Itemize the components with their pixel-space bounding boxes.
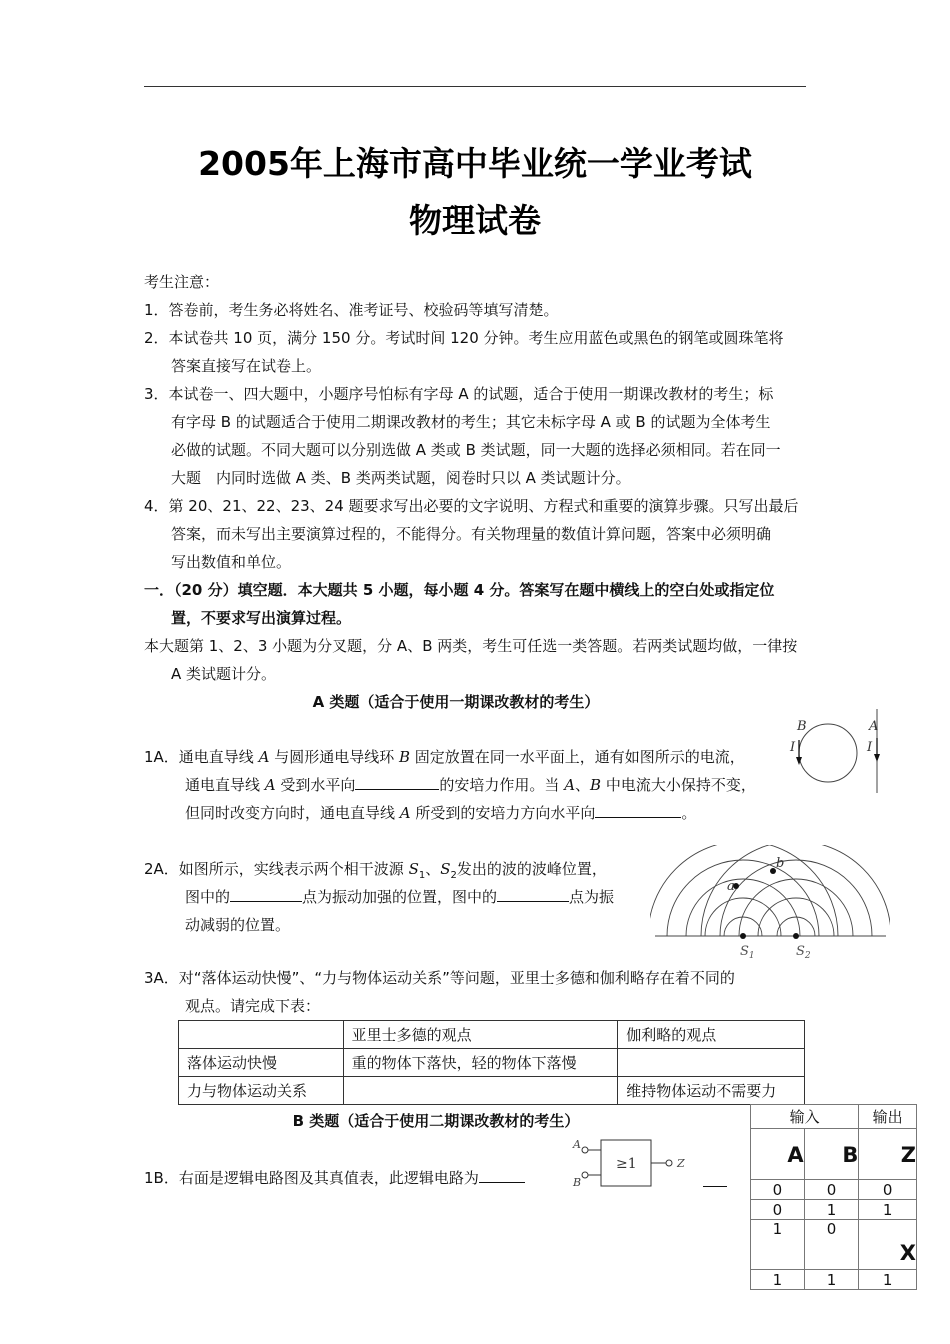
- notice-item-3: 3．本试卷一、四大题中，小题序号怕标有字母 A 的试题，适合于使用一期课改教材的考生；标: [144, 385, 774, 403]
- label-I: I: [867, 740, 873, 755]
- text: 。: [681, 804, 697, 822]
- truth-row: [751, 1180, 917, 1200]
- truth-cell: 1: [859, 1200, 917, 1220]
- notice-item-3-cont: 必做的试题。不同大题可以分别选做 A 类或 B 类试题，同一大题的选择必须相同。若在同一: [171, 441, 781, 459]
- group-input: 输入: [751, 1105, 859, 1129]
- table-cell: 重的物体下落快，轻的物体下落慢: [343, 1049, 618, 1077]
- truth-cell: 0: [751, 1200, 805, 1220]
- label-B: B: [797, 719, 807, 734]
- text: 图中的: [185, 888, 231, 906]
- a-category-heading: A 类题（适合于使用一期课改教材的考生）: [312, 693, 600, 711]
- page-subtitle: 物理试卷: [409, 201, 541, 240]
- truth-cell: 1: [859, 1270, 917, 1290]
- label-I: I: [790, 740, 796, 755]
- q2a-line2: [185, 883, 614, 911]
- text: 通电直导线: [185, 776, 265, 794]
- notice-item-1: 1．答卷前，考生务必将姓名、准考证号、校验码等填写清楚。: [144, 301, 559, 319]
- truth-table: [750, 1104, 917, 1290]
- wave-interference-figure: [650, 845, 890, 960]
- q1a-line3: [185, 799, 696, 827]
- viewpoints-table: [178, 1020, 805, 1105]
- var-A: A: [258, 748, 270, 766]
- text: 、: [425, 860, 441, 878]
- var-S: S: [440, 860, 451, 878]
- label-B: B: [573, 1176, 582, 1189]
- table-header-cell: [179, 1021, 344, 1049]
- var-A: A: [264, 776, 276, 794]
- group-output: 输出: [859, 1105, 917, 1129]
- arrow-head: [874, 754, 880, 762]
- top-rule: [144, 86, 806, 87]
- text: 中电流大小保持不变，: [601, 776, 756, 794]
- table-header-cell: 亚里士多德的观点: [343, 1021, 618, 1049]
- source-S1: [740, 933, 746, 939]
- text: 的安培力作用。当: [439, 776, 565, 794]
- notice-item-3-cont: 大题 内同时选做 A 类、B 类两类试题，阅卷时只以 A 类试题计分。: [171, 469, 631, 487]
- subscript: 1: [418, 870, 426, 881]
- label-Z: Z: [677, 1157, 685, 1170]
- text: 1A．通电直导线: [144, 748, 259, 766]
- q2a-line3: 动减弱的位置。: [185, 916, 291, 934]
- table-cell: 力与物体运动关系: [179, 1077, 344, 1105]
- q3a-line1: 3A．对“落体运动快慢”、“力与物体运动关系”等问题，亚里士多德和伽利略存在着不同的: [144, 969, 735, 987]
- answer-blank[interactable]: [479, 1166, 525, 1183]
- col-B: B: [804, 1129, 859, 1180]
- notice-item-2: 2．本试卷共 10 页，满分 150 分。考试时间 120 分钟。考生应用蓝色或黑色的钢笔或圆珠笔将: [144, 329, 784, 347]
- truth-cell: 1: [804, 1200, 859, 1220]
- label-A: A: [869, 719, 879, 734]
- table-header-row: [179, 1021, 805, 1049]
- truth-cell: 1: [804, 1270, 859, 1290]
- notice-item-2-cont: 答案直接写在试卷上。: [171, 357, 322, 375]
- var-A: A: [399, 804, 411, 822]
- truth-row: [751, 1200, 917, 1220]
- label-b: b: [776, 856, 785, 871]
- wave-crest-arc-s2: [739, 879, 853, 936]
- table-cell: 落体运动快慢: [179, 1049, 344, 1077]
- text: 点为振动加强的位置，图中的: [302, 888, 498, 906]
- truth-row: [751, 1270, 917, 1290]
- truth-col-header-row: [751, 1129, 917, 1180]
- input-B-terminal: [582, 1172, 588, 1178]
- text: 发出的波的波峰位置，: [456, 860, 607, 878]
- text: 点为振: [569, 888, 615, 906]
- input-A-terminal: [582, 1147, 588, 1153]
- var-S: S: [408, 860, 419, 878]
- notice-item-3-cont: 有字母 B 的试题适合于使用二期课改教材的考生；其它未标字母 A 或 B 的试题为全体考生: [171, 413, 771, 431]
- label-A: A: [573, 1138, 581, 1151]
- text: 、: [575, 776, 591, 794]
- q1b-line: [144, 1164, 525, 1192]
- table-answer-cell[interactable]: [618, 1049, 805, 1077]
- page-title: 2005年上海市高中毕业统一学业考试: [198, 144, 752, 183]
- var-B: B: [590, 776, 602, 794]
- answer-blank[interactable]: [497, 885, 569, 902]
- text: 受到水平向: [275, 776, 356, 794]
- text: 所受到的安培力方向水平向: [410, 804, 596, 822]
- output-Z-terminal: [666, 1160, 672, 1166]
- answer-blank[interactable]: [355, 773, 439, 790]
- label-S1: $S_1$: [740, 944, 755, 960]
- text: 1B．右面是逻辑电路图及其真值表，此逻辑电路为: [144, 1169, 479, 1187]
- section-intro: 本大题第 1、2、3 小题为分叉题，分 A、B 两类，考生可任选一类答题。若两类试题均做，一律按: [144, 637, 798, 655]
- col-Z: Z: [859, 1129, 917, 1180]
- notice-item-4-cont: 答案，而未写出主要演算过程的，不能得分。有关物理量的数值计算问题，答案中必须明确: [171, 525, 772, 543]
- source-S2: [793, 933, 799, 939]
- truth-row: [751, 1220, 917, 1270]
- wave-crest-arc-s1: [686, 879, 800, 936]
- text: 与圆形通电导线环: [269, 748, 399, 766]
- truth-cell: 0: [804, 1180, 859, 1200]
- section-heading: 一．（20 分）填空题．本大题共 5 小题，每小题 4 分。答案写在题中横线上的空白处或指定位: [144, 581, 775, 599]
- loop-B: [799, 724, 857, 782]
- truth-cell: 1: [751, 1270, 805, 1290]
- truth-cell: 1: [751, 1220, 805, 1270]
- label-S2: $S_2$: [796, 944, 811, 960]
- notice-item-4-cont: 写出数值和单位。: [171, 553, 292, 571]
- table-row: [179, 1049, 805, 1077]
- q1a-line2: [185, 771, 756, 799]
- notice-item-4: 4．第 20、21、22、23、24 题要求写出必要的文字说明、方程式和重要的演算步骤。只写出最后: [144, 497, 799, 515]
- wire-loop-figure: [780, 705, 890, 800]
- truth-cell: 0: [751, 1180, 805, 1200]
- answer-blank[interactable]: [595, 801, 681, 818]
- section-intro-cont: A 类试题计分。: [171, 665, 277, 683]
- q3a-line2: 观点。请完成下表：: [185, 997, 321, 1015]
- truth-cell: 0: [804, 1220, 859, 1270]
- notice-heading: 考生注意：: [144, 273, 220, 291]
- answer-blank[interactable]: [230, 885, 302, 902]
- table-cell: 维持物体运动不需要力: [618, 1077, 805, 1105]
- subscript: 2: [450, 870, 457, 881]
- gate-symbol: ≥1: [616, 1156, 637, 1172]
- q1a-line1: [144, 743, 745, 771]
- section-heading-cont: 置，不要求写出演算过程。: [171, 609, 352, 627]
- label-a: a: [727, 879, 735, 894]
- b-category-heading: B 类题（适合于使用二期课改教材的考生）: [292, 1112, 580, 1130]
- var-A: A: [564, 776, 576, 794]
- text: 固定放置在同一水平面上，通有如图所示的电流，: [410, 748, 745, 766]
- col-A: A: [751, 1129, 805, 1180]
- var-B: B: [398, 748, 410, 766]
- truth-cell: 0: [859, 1180, 917, 1200]
- or-gate-diagram: [565, 1132, 705, 1190]
- truth-unknown-cell[interactable]: X: [859, 1220, 917, 1270]
- table-header-cell: 伽利略的观点: [618, 1021, 805, 1049]
- answer-blank-tail[interactable]: [703, 1186, 727, 1187]
- table-row: [179, 1077, 805, 1105]
- truth-group-row: [751, 1105, 917, 1129]
- text: 但同时改变方向时，通电直导线: [185, 804, 400, 822]
- table-answer-cell[interactable]: [343, 1077, 618, 1105]
- text: 2A．如图所示，实线表示两个相干波源: [144, 860, 409, 878]
